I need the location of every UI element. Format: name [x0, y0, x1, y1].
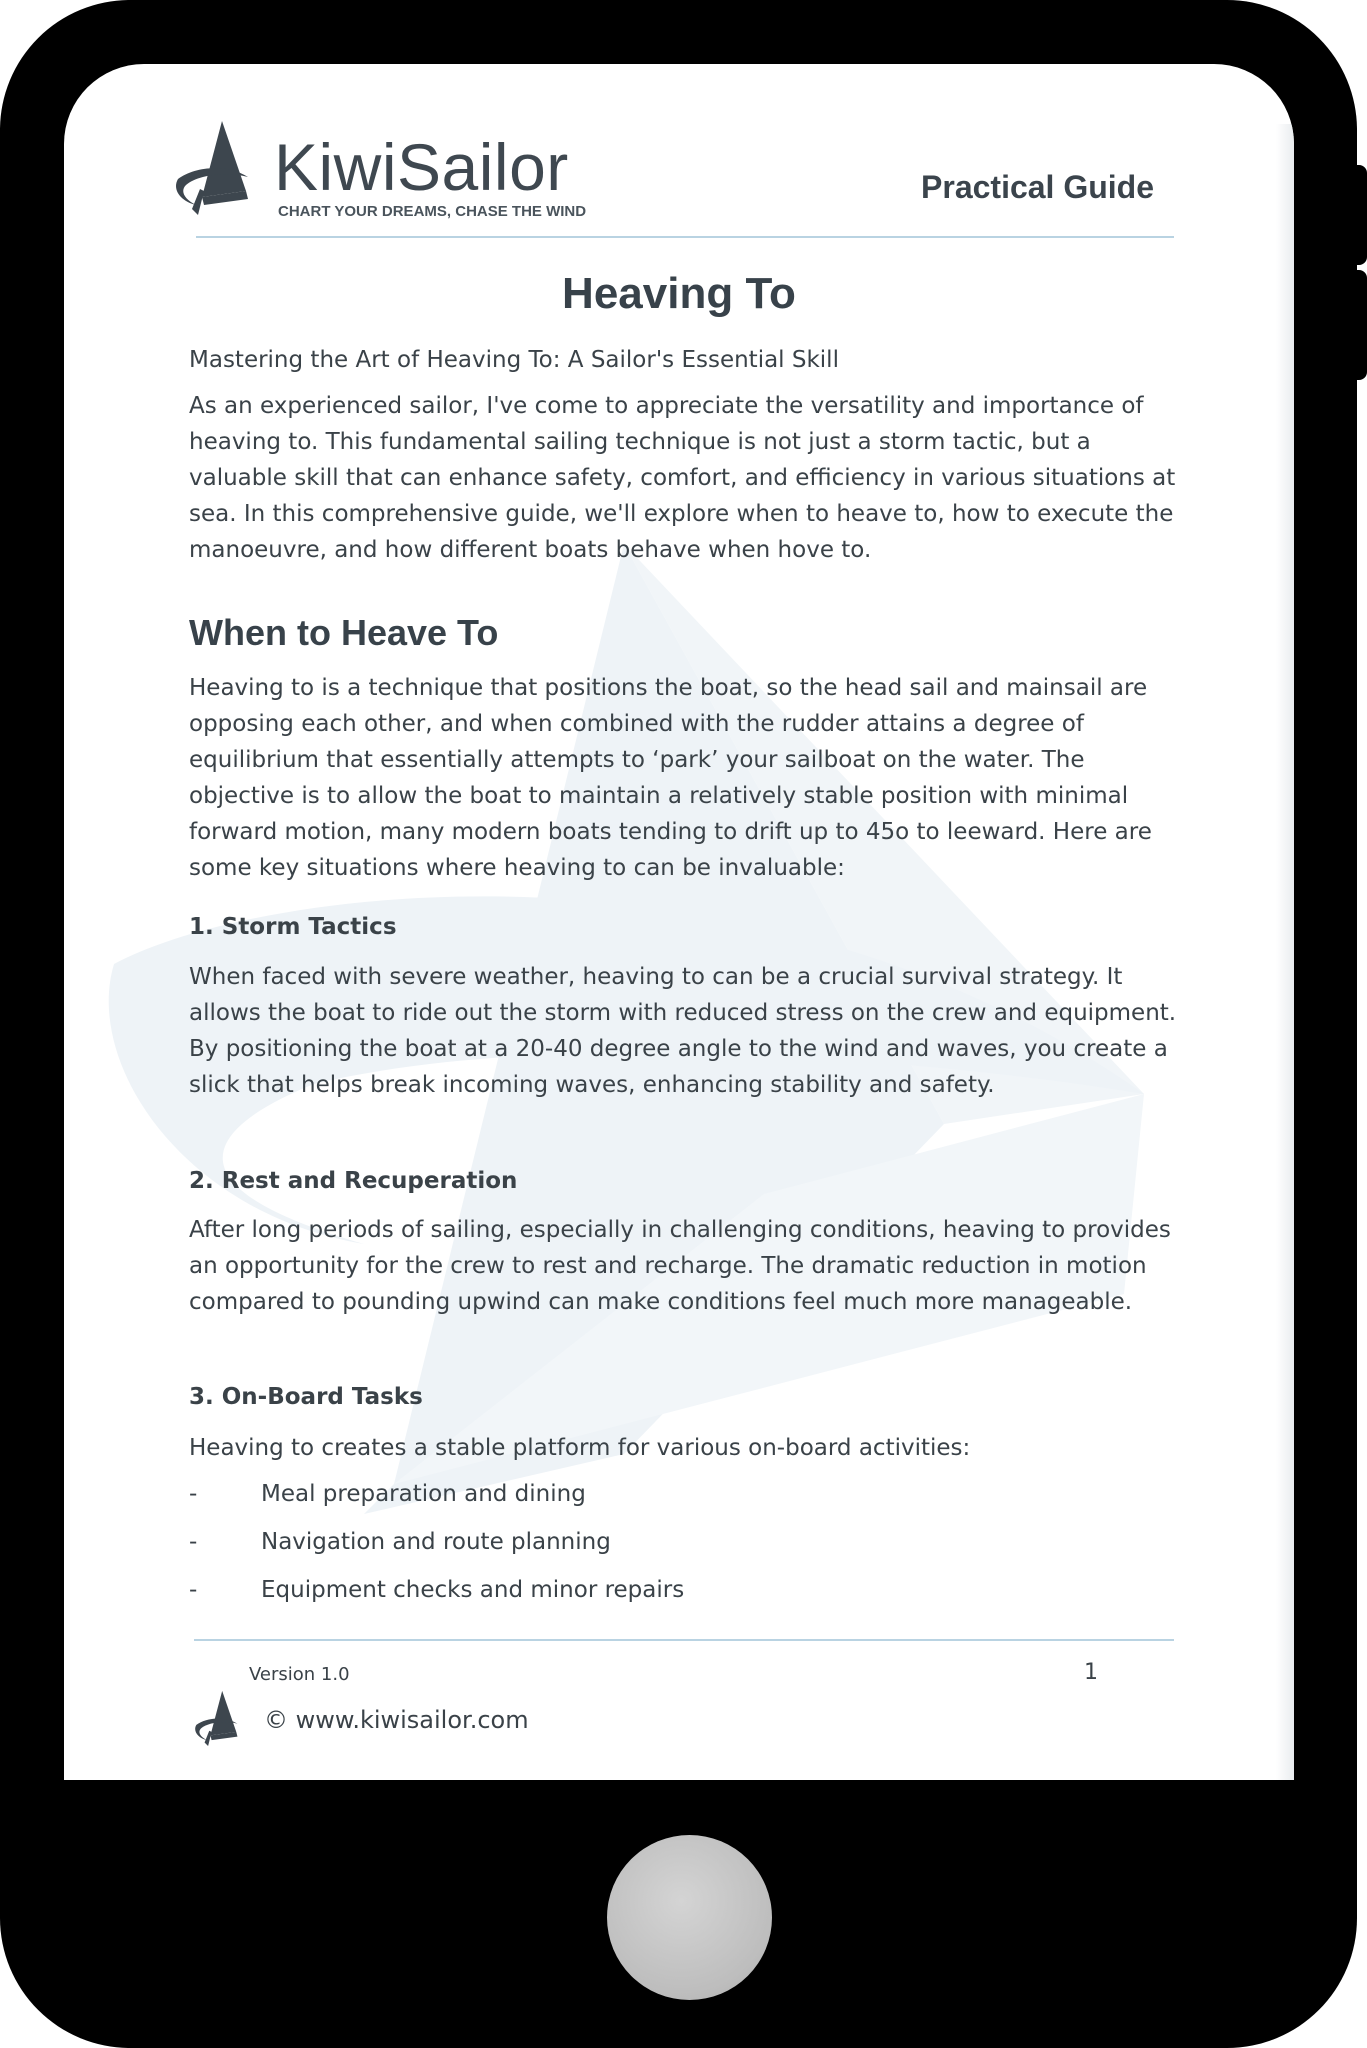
list-item-text: Equipment checks and minor repairs: [261, 1577, 685, 1603]
list-item: [189, 1572, 1189, 1620]
subsection-text-onboard-tasks: Heaving to creates a stable platform for various on-board activities:: [189, 1435, 971, 1461]
intro-paragraph: As an experienced sailor, I've come to appreciate the versatility and importance of heaving to. This fundamental sailing technique is not just a storm tactic, but a valuable skill that can enhance safety, comfort, and efficiency in various situations at sea. In this comprehensive guide, we'll explore when to heave to, how to execute the manoeuvre, and how different boats behave when hove to.: [189, 393, 1176, 563]
document-header: [174, 119, 1174, 239]
guide-label: Practical Guide: [921, 169, 1154, 205]
list-item-text: Meal preparation and dining: [261, 1481, 586, 1507]
website-link[interactable]: © www.kiwisailor.com: [264, 1706, 529, 1734]
subsection-heading-storm-tactics: 1. Storm Tactics: [189, 914, 397, 940]
page-number: 1: [1084, 1660, 1098, 1685]
list-dash: -: [189, 1481, 198, 1507]
subsection-heading-rest: 2. Rest and Recuperation: [189, 1168, 518, 1194]
home-button-icon[interactable]: [607, 1835, 772, 2000]
brand-tagline: CHART YOUR DREAMS, CHASE THE WIND: [278, 203, 587, 220]
list-dash: -: [189, 1529, 198, 1555]
list-item: [189, 1524, 1189, 1572]
volume-up-button[interactable]: [1353, 165, 1367, 265]
section-paragraph: Heaving to is a technique that positions the boat, so the head sail and mainsail are opposing each other, and when combined with the rudder attains a degree of equilibrium that essentially attempts to ‘park’ your sailboat on the water. The objective is to allow the boat to maintain a relatively stable position with minimal forward motion, many modern boats tending to drift up to 45o to leeward. Here are some key situations where heaving to can be invaluable:: [189, 675, 1152, 881]
list-item-text: Navigation and route planning: [261, 1529, 611, 1555]
subsection-text-storm-tactics: When faced with severe weather, heaving to can be a crucial survival strategy. It allows the boat to ride out the storm with reduced stress on the crew and equipment. By positioning the boat at a 20-40 degree angle to the wind and waves, you create a slick that helps break incoming waves, enhancing stability and safety.: [189, 964, 1177, 1098]
section-heading: When to Heave To: [189, 612, 499, 653]
header-divider: [196, 236, 1174, 238]
task-list: [189, 1476, 1189, 1620]
document-subtitle: Mastering the Art of Heaving To: A Sailor's Essential Skill: [189, 347, 839, 373]
subsection-text-rest: After long periods of sailing, especially in challenging conditions, heaving to provides an opportunity for the crew to rest and recharge. The dramatic reduction in motion compared to pounding upwind can make conditions feel much more manageable.: [189, 1217, 1171, 1315]
screen-edge-shade: [1276, 124, 1294, 1780]
sailboat-icon: [194, 1689, 248, 1749]
version-label: Version 1.0: [249, 1664, 350, 1685]
list-dash: -: [189, 1577, 198, 1603]
footer-divider: [194, 1639, 1174, 1641]
volume-down-button[interactable]: [1353, 270, 1367, 380]
list-item: [189, 1476, 1189, 1524]
subsection-heading-onboard-tasks: 3. On-Board Tasks: [189, 1384, 423, 1410]
sailboat-icon: [174, 119, 266, 219]
document-screen: [64, 64, 1294, 1780]
brand-name: KiwiSailor: [274, 130, 569, 204]
page-title: Heaving To: [562, 269, 796, 318]
